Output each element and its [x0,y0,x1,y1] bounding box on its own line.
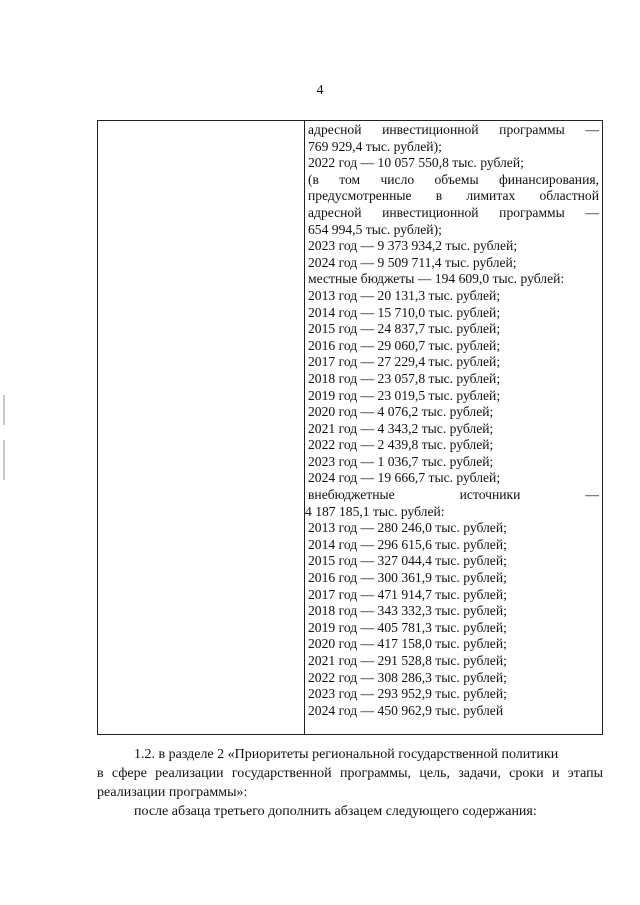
scan-margin-mark [3,440,5,480]
page-number: 4 [316,83,324,98]
table-line: 2024 год — 450 962,9 тыс. рублей [308,702,504,718]
table-line: внебюджетные источники — [308,487,599,503]
table-line: 2019 год — 23 019,5 тыс. рублей; [308,387,501,403]
table-line: 2023 год — 1 036,7 тыс. рублей; [308,453,494,469]
table-line: 2014 год — 296 615,6 тыс. рублей; [308,536,507,552]
table-line: 2017 год — 27 229,4 тыс. рублей; [308,354,501,370]
table-line: 769 929,4 тыс. рублей); [308,138,442,154]
table-line: 2021 год — 291 528,8 тыс. рублей; [308,653,507,668]
table-line: 2019 год — 405 781,3 тыс. рублей; [308,619,507,635]
table-line: 2023 год — 9 373 934,2 тыс. рублей; [308,238,518,254]
table-line: 4 187 185,1 тыс. рублей: [305,503,445,519]
table-line: 2024 год — 9 509 711,4 тыс. рублей; [308,254,517,270]
table-line: 2020 год — 417 158,0 тыс. рублей; [308,636,507,652]
table-line: 2016 год — 300 361,9 тыс. рублей; [308,570,507,586]
table-right-cell [305,122,599,719]
table-line: 2015 год — 24 837,7 тыс. рублей; [308,321,501,337]
table-line: 2016 год — 29 060,7 тыс. рублей; [308,337,501,353]
paragraph-1-first-line: 1.2. в разделе 2 «Приоритеты региональной государственной политики [134,747,559,762]
table-line: 2018 год — 23 057,8 тыс. рублей; [308,370,501,386]
table-line: 2015 год — 327 044,4 тыс. рублей; [308,553,507,569]
table-line: 2013 год — 20 131,3 тыс. рублей; [308,287,501,303]
table-line: 2018 год — 343 332,3 тыс. рублей; [308,603,507,619]
table-line: 2020 год — 4 076,2 тыс. рублей; [308,404,494,420]
table-line: 2013 год — 280 246,0 тыс. рублей; [308,520,507,536]
table-line: 2022 год — 2 439,8 тыс. рублей; [308,437,494,453]
body-text [97,745,603,821]
table-line: 2023 год — 293 952,9 тыс. рублей; [308,686,507,702]
paragraph-1-rest: в сфере реализации государственной программы, цель, задачи, сроки и этапы реализации программы»: [97,766,603,800]
table-line: 2024 год — 19 666,7 тыс. рублей; [308,470,501,486]
table-line: предусмотренные в лимитах областной [308,188,599,204]
scan-margin-mark [3,395,5,425]
table-line: 2017 год — 471 914,7 тыс. рублей; [308,586,507,602]
table-line: 2021 год — 4 343,2 тыс. рублей; [308,420,494,436]
table-line: (в том число объемы финансирования, [308,171,599,187]
paragraph-2: после абзаца третьего дополнить абзацем следующего содержания: [134,804,537,819]
table-line: 2022 год — 308 286,3 тыс. рублей; [308,669,507,685]
table-line: 2022 год — 10 057 550,8 тыс. рублей; [308,155,524,171]
table-line: 654 994,5 тыс. рублей); [308,221,442,237]
table-line: адресной инвестиционной программы — [308,204,599,220]
table-line: местные бюджеты — 194 609,0 тыс. рублей: [308,271,565,287]
paragraph-1 [97,745,603,802]
table-line: 2014 год — 15 710,0 тыс. рублей; [308,304,501,320]
table-line: адресной инвестиционной программы — [308,122,599,137]
